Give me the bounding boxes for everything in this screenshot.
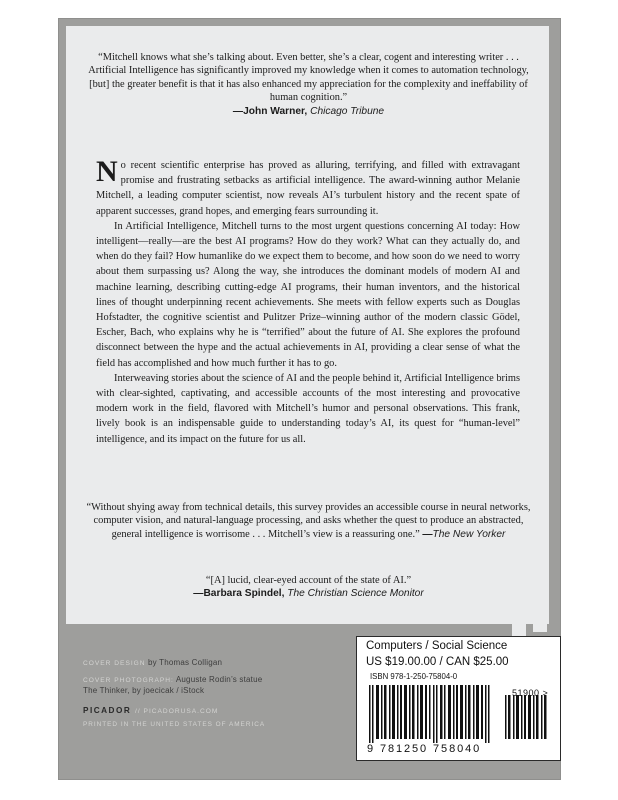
description-paragraph: Interweaving stories about the science of AI and the people behind it, Artificial Intelligence brims with clear-sighted, captivating, and accessible accounts of the most interesting and provocative modern work in the field, flavored with Mitchell’s humor and personal observations. This frank, lively book is an indispensable guide to understanding today’s AI, its quest for “human-level” intelligence, and its impact on the future for us all. xyxy=(96,372,520,445)
quote-attribution: —John Warner, Chicago Tribune xyxy=(232,105,385,117)
isbn-label: ISBN 978-1-250-75804-0 xyxy=(370,672,458,681)
category-label: Computers / Social Science xyxy=(366,640,508,652)
drop-cap: N xyxy=(96,155,118,188)
description-paragraph: No recent scientific enterprise has proved as alluring, terrifying, and filled with extravagant promise and frustrating setbacks as artificial intelligence. The award-winning author Melanie Mitchell, a leading computer scientist, now reveals AI’s turbulent history and the recent spate of apparent successes, grand hopes, and emerging fears surrounding it. xyxy=(96,155,520,217)
book-back-cover xyxy=(58,18,561,780)
barcode-block xyxy=(356,636,561,761)
description-paragraph: In Artificial Intelligence, Mitchell turns to the most urgent questions concerning AI today: How intelligent—really—are the best AI programs? How do they work? What can they actually do, and when do they fail? How humanlike do we expect them to become, and how soon do we need to worry about them surpassing us? Along the way, she introduces the dominant models of modern AI and machine learning, describing cutting-edge AI programs, their human inventors, and the historical lines of thought underpinning recent achievements. She meets with fellow experts such as Douglas Hofstadter, the cognitive scientist and Pulitzer Prize–winning author of the modern classic Gödel, Escher, Bach, who explains why he is “terrified” about the future of AI. She explores the profound disconnect between the hype and the actual achievements in AI, providing a clear sense of what the field has accomplished and how much further it has to go. xyxy=(96,220,520,369)
price-label: US $19.00.00 / CAN $25.00 xyxy=(366,656,509,668)
text-panel xyxy=(66,26,549,624)
cover-photo-credit: COVER PHOTOGRAPH: Auguste Rodin’s statue The Thinker, by joecicak / iStock xyxy=(83,675,263,695)
publisher-name: PICADOR // PICADORUSA.COM xyxy=(83,706,219,715)
cover-design-credit: COVER DESIGN by Thomas Colligan xyxy=(83,658,223,667)
quote-new-yorker xyxy=(84,501,533,541)
quote-text: “[A] lucid, clear-eyed account of the state of AI.” xyxy=(205,575,412,586)
quote-attribution: —Barbara Spindel, The Christian Science Monitor xyxy=(193,588,424,600)
book-description xyxy=(96,155,520,447)
quote-text: “Mitchell knows what she’s talking about. Even better, she’s a clear, cogent and interesting writer . . . Artificial Intelligence has significantly improved my knowledge when it comes to automation technology, [but] the greater benefit is that it has also enhanced my appreciation for the complexity and ineffability of human cognition.” xyxy=(88,52,529,104)
quote-chicago-tribune xyxy=(84,51,533,118)
corner-notch xyxy=(533,618,547,632)
quote-text: “Without shying away from technical details, this survey provides an accessible course in neural networks, computer vision, and natural-language processing, and asks whether the quest to produce an abstracted, general intelligence is worrisome . . . Mitchell’s view is a reassuring one.” —The New Yorker xyxy=(86,502,531,540)
barcode-digits: 9 781250 758040 xyxy=(367,743,482,755)
printed-notice: PRINTED IN THE UNITED STATES OF AMERICA xyxy=(83,721,266,728)
quote-christian-science-monitor xyxy=(84,574,533,601)
price-addon-code: 51900 > xyxy=(512,688,549,698)
